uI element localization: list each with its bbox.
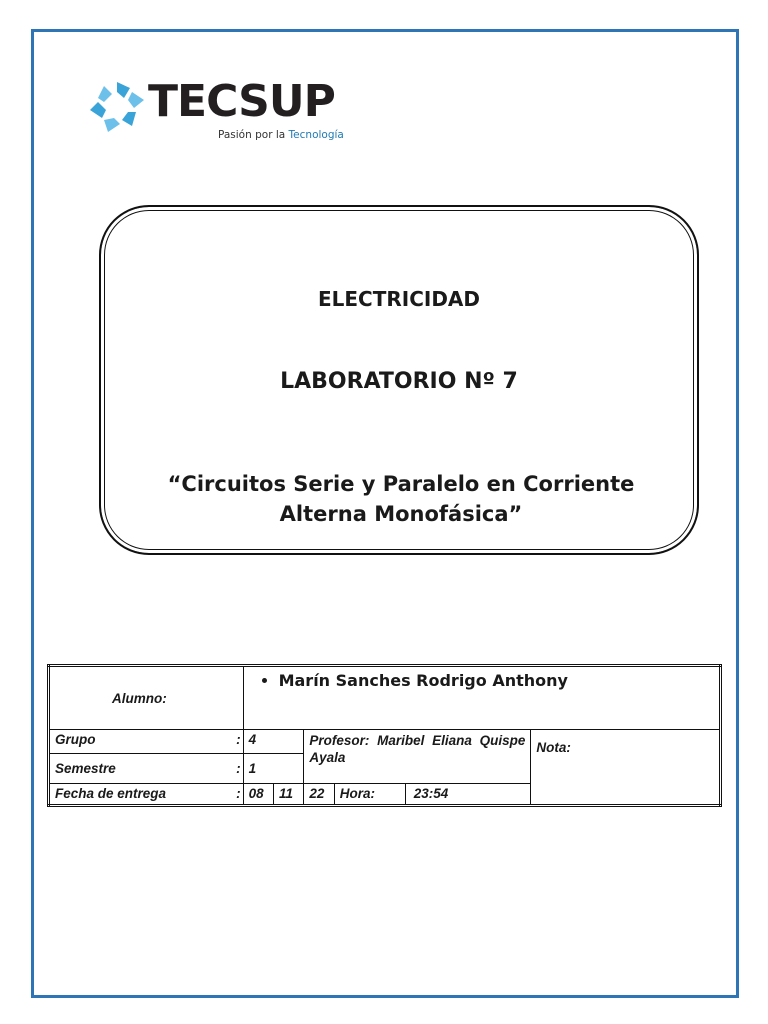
profesor-value: Maribel Eliana Quispe Ayala [309,733,526,765]
brand-tagline [218,129,344,141]
lab-subject: “Circuitos Serie y Paralelo en Corriente Alterna Monofásica” [167,472,635,526]
hora-label: Hora: [334,784,405,806]
lab-title: LABORATORIO Nº 7 [280,369,518,394]
info-table [47,664,722,807]
semestre-colon: : [227,754,243,784]
profesor-label: Profesor: [309,733,370,748]
title-box [99,205,699,555]
hora-value: 23:54 [405,784,531,806]
semestre-label-cell [49,754,227,784]
tagline-part1: Pasión por la [218,129,289,141]
semestre-value: 1 [243,754,304,784]
student-list [249,671,714,690]
semestre-label: Semestre [55,761,116,776]
course-title: ELECTRICIDAD [317,287,481,311]
student-item: • Marín Sanches Rodrigo Anthony [279,671,714,690]
nota-label: Nota: [536,740,571,755]
grupo-label: Grupo [55,732,96,747]
tagline-part2: Tecnología [288,129,344,141]
fecha-label-cell [49,784,227,806]
fecha-day: 08 [243,784,273,806]
students-cell [243,666,720,730]
fecha-month: 11 [273,784,303,806]
tecsup-logo-icon [86,78,148,136]
grupo-value: 4 [243,730,304,754]
grupo-label-cell [49,730,227,754]
brand-name: TECSUP [148,76,335,127]
fecha-colon: : [227,784,243,806]
alumno-label-cell [49,666,244,730]
fecha-year: 22 [304,784,334,806]
grupo-colon: : [227,730,243,754]
profesor-cell [304,730,531,784]
nota-cell [531,730,721,806]
alumno-label: Alumno: [112,690,167,706]
fecha-label: Fecha de entrega [55,786,167,801]
